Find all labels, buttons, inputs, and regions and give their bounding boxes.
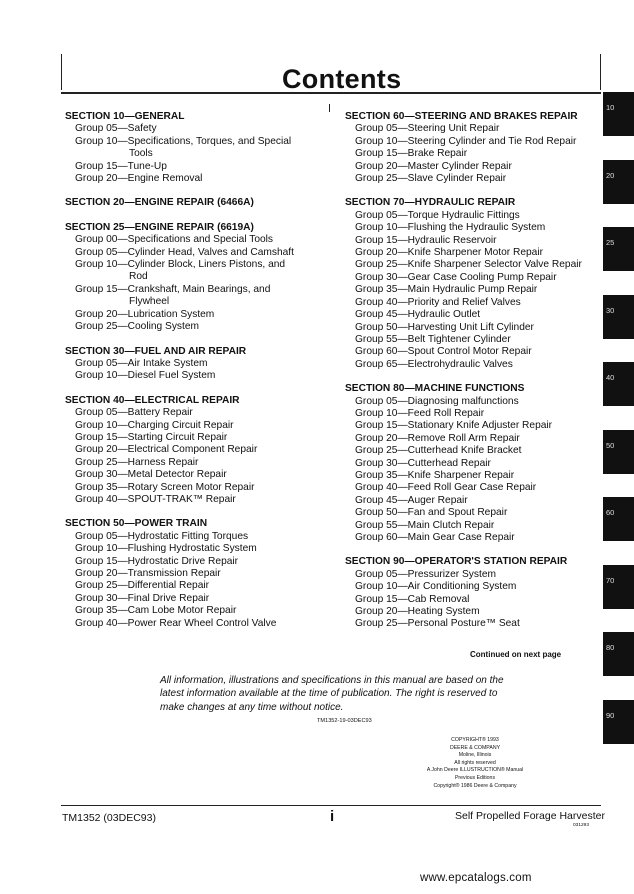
group-entry: Group 15—Crankshaft, Main Bearings, and	[75, 283, 271, 295]
group-entry: Group 20—Transmission Repair	[75, 568, 221, 579]
group-entry-continuation: Rod	[129, 271, 148, 283]
page-title: Contents	[282, 64, 402, 94]
group-entry: Group 20—Lubrication System	[75, 308, 215, 320]
group-entry: Group 05—Pressurizer System	[355, 568, 496, 580]
section-heading: SECTION 60—STEERING AND BRAKES REPAIR	[345, 111, 578, 122]
section-tab-60[interactable]: 60	[603, 497, 634, 541]
footer-rule	[61, 805, 601, 806]
watermark: www.epcatalogs.com	[420, 872, 532, 884]
group-entry: Group 40—Power Rear Wheel Control Valve	[75, 617, 277, 629]
section-tab-25[interactable]: 25	[603, 227, 634, 271]
group-entry: Group 60—Main Gear Case Repair	[355, 532, 515, 543]
group-entry: Group 50—Harvesting Unit Lift Cylinder	[355, 321, 534, 333]
copyright-line: A John Deere ILLUSTRUCTION® Manual	[426, 767, 524, 774]
footer-manual-code: TM1352 (03DEC93)	[62, 812, 156, 824]
group-entry: Group 25—Personal Posture™ Seat	[355, 618, 520, 630]
copyright-line: DEERE & COMPANY	[449, 744, 501, 751]
group-entry: Group 15—Starting Circuit Repair	[75, 431, 228, 443]
section-heading: SECTION 50—POWER TRAIN	[65, 518, 208, 530]
group-entry: Group 45—Auger Repair	[355, 494, 468, 506]
group-entry: Group 20—Master Cylinder Repair	[355, 160, 512, 172]
group-entry: Group 55—Belt Tightener Cylinder	[355, 333, 511, 345]
notice-text: All information, illustrations and specifications in this manual are based on the latest information available at the time of publication. The right is reserved to make changes at any time without notice.	[160, 675, 504, 713]
footer-title: Self Propelled Forage Harvester	[455, 810, 605, 822]
copyright-block	[375, 737, 575, 790]
group-entry: Group 25—Cutterhead Knife Bracket	[355, 445, 522, 457]
group-entry: Group 15—Cab Removal	[355, 593, 470, 605]
copyright-line: Moline, Illinois	[458, 752, 492, 759]
group-entry: Group 15—Stationary Knife Adjuster Repair	[355, 420, 553, 432]
group-entry: Group 05—Torque Hydraulic Fittings	[355, 209, 520, 221]
group-entry: Group 05—Diagnosing malfunctions	[355, 395, 519, 407]
footer-page-number: i	[330, 808, 335, 825]
copyright-line: Copyright® 1986 Deere & Company	[433, 782, 517, 789]
section-tab-80[interactable]: 80	[603, 632, 634, 676]
group-entry: Group 30—Gear Case Cooling Pump Repair	[355, 271, 557, 283]
group-entry: Group 20—Electrical Component Repair	[75, 444, 258, 456]
column-divider	[329, 104, 330, 112]
group-entry: Group 60—Spout Control Motor Repair	[355, 346, 532, 358]
group-entry: Group 05—Air Intake System	[75, 357, 208, 369]
section-heading: SECTION 30—FUEL AND AIR REPAIR	[65, 345, 247, 357]
section-tab-20[interactable]: 20	[603, 160, 634, 204]
frame-left-rule	[61, 54, 62, 90]
group-entry: Group 20—Heating System	[355, 606, 480, 618]
group-entry: Group 10—Charging Circuit Repair	[75, 419, 234, 431]
group-entry-continuation: Flywheel	[129, 296, 170, 308]
group-entry: Group 00—Specifications and Special Tools	[75, 234, 274, 246]
group-entry: Group 15—Hydraulic Reservoir	[355, 234, 497, 246]
group-entry: Group 55—Main Clutch Repair	[355, 519, 495, 531]
toc-left-column	[65, 111, 327, 630]
group-entry: Group 35—Cam Lobe Motor Repair	[75, 605, 237, 617]
group-entry: Group 10—Cylinder Block, Liners Pistons, and	[75, 259, 286, 271]
group-entry: Group 35—Main Hydraulic Pump Repair	[355, 284, 538, 296]
section-tab-70[interactable]: 70	[603, 565, 634, 609]
section-heading: SECTION 25—ENGINE REPAIR (6619A)	[65, 221, 254, 233]
section-heading: SECTION 40—ELECTRICAL REPAIR	[65, 394, 240, 406]
section-heading: SECTION 80—MACHINE FUNCTIONS	[345, 383, 525, 395]
section-tab-30[interactable]: 30	[603, 295, 634, 339]
section-tab-50[interactable]: 50	[603, 430, 634, 474]
group-entry: Group 05—Steering Unit Repair	[355, 123, 500, 135]
section-tab-10[interactable]: 10	[603, 92, 634, 136]
group-entry-continuation: Tools	[129, 148, 153, 160]
copyright-line: All rights reserved	[454, 759, 496, 766]
group-entry: Group 10—Air Conditioning System	[355, 581, 517, 593]
group-entry: Group 50—Fan and Spout Repair	[355, 507, 508, 519]
group-entry: Group 10—Flushing the Hydraulic System	[355, 222, 546, 234]
group-entry: Group 10—Specifications, Torques, and Special	[75, 135, 292, 147]
toc-right-column	[345, 111, 601, 631]
section-heading: SECTION 10—GENERAL	[65, 111, 185, 122]
group-entry: Group 10—Feed Roll Repair	[355, 407, 485, 419]
group-entry: Group 65—Electrohydraulic Valves	[355, 358, 513, 370]
copyright-line: COPYRIGHT® 1993	[451, 737, 499, 743]
section-heading: SECTION 70—HYDRAULIC REPAIR	[345, 197, 516, 209]
section-tab-90[interactable]: 90	[603, 700, 634, 744]
group-entry: Group 25—Cooling System	[75, 321, 200, 333]
group-entry: Group 25—Differential Repair	[75, 580, 210, 592]
group-entry: Group 25—Slave Cylinder Repair	[355, 173, 507, 185]
group-entry: Group 15—Brake Repair	[355, 148, 468, 160]
group-entry: Group 45—Hydraulic Outlet	[355, 309, 481, 321]
group-entry: Group 35—Rotary Screen Motor Repair	[75, 481, 255, 493]
group-entry: Group 30—Cutterhead Repair	[355, 457, 491, 469]
group-entry: Group 25—Knife Sharpener Selector Valve Repair	[355, 259, 582, 271]
group-entry: Group 10—Steering Cylinder and Tie Rod Repair	[355, 135, 577, 147]
copyright-line: Previous Editions	[454, 774, 496, 781]
group-entry: Group 15—Tune-Up	[75, 160, 167, 172]
group-entry: Group 15—Hydrostatic Drive Repair	[75, 555, 239, 567]
group-entry: Group 05—Safety	[75, 123, 157, 135]
group-entry: Group 40—Feed Roll Gear Case Repair	[355, 482, 537, 494]
continued-note: Continued on next page	[470, 650, 562, 659]
group-entry: Group 05—Cylinder Head, Valves and Camshaft	[75, 246, 294, 258]
group-entry: Group 25—Harness Repair	[75, 456, 199, 468]
group-entry: Group 20—Engine Removal	[75, 173, 203, 185]
footer-date-code: 031293	[573, 823, 590, 828]
group-entry: Group 20—Knife Sharpener Motor Repair	[355, 247, 544, 259]
group-entry: Group 05—Hydrostatic Fitting Torques	[75, 530, 249, 542]
group-entry: Group 30—Final Drive Repair	[75, 592, 210, 604]
frame-right-rule	[600, 54, 601, 90]
group-entry: Group 20—Remove Roll Arm Repair	[355, 432, 520, 444]
section-heading: SECTION 90—OPERATOR'S STATION REPAIR	[345, 556, 568, 568]
group-entry: Group 05—Battery Repair	[75, 407, 193, 419]
group-entry: Group 10—Diesel Fuel System	[75, 370, 216, 382]
section-heading: SECTION 20—ENGINE REPAIR (6466A)	[65, 197, 254, 209]
group-entry: Group 40—SPOUT-TRAK™ Repair	[75, 493, 236, 505]
section-tab-40[interactable]: 40	[603, 362, 634, 406]
doc-code: TM1352-19-03DEC93	[317, 718, 372, 724]
group-entry: Group 10—Flushing Hydrostatic System	[75, 543, 257, 555]
group-entry: Group 40—Priority and Relief Valves	[355, 296, 521, 308]
group-entry: Group 35—Knife Sharpener Repair	[355, 469, 515, 481]
group-entry: Group 30—Metal Detector Repair	[75, 469, 227, 481]
